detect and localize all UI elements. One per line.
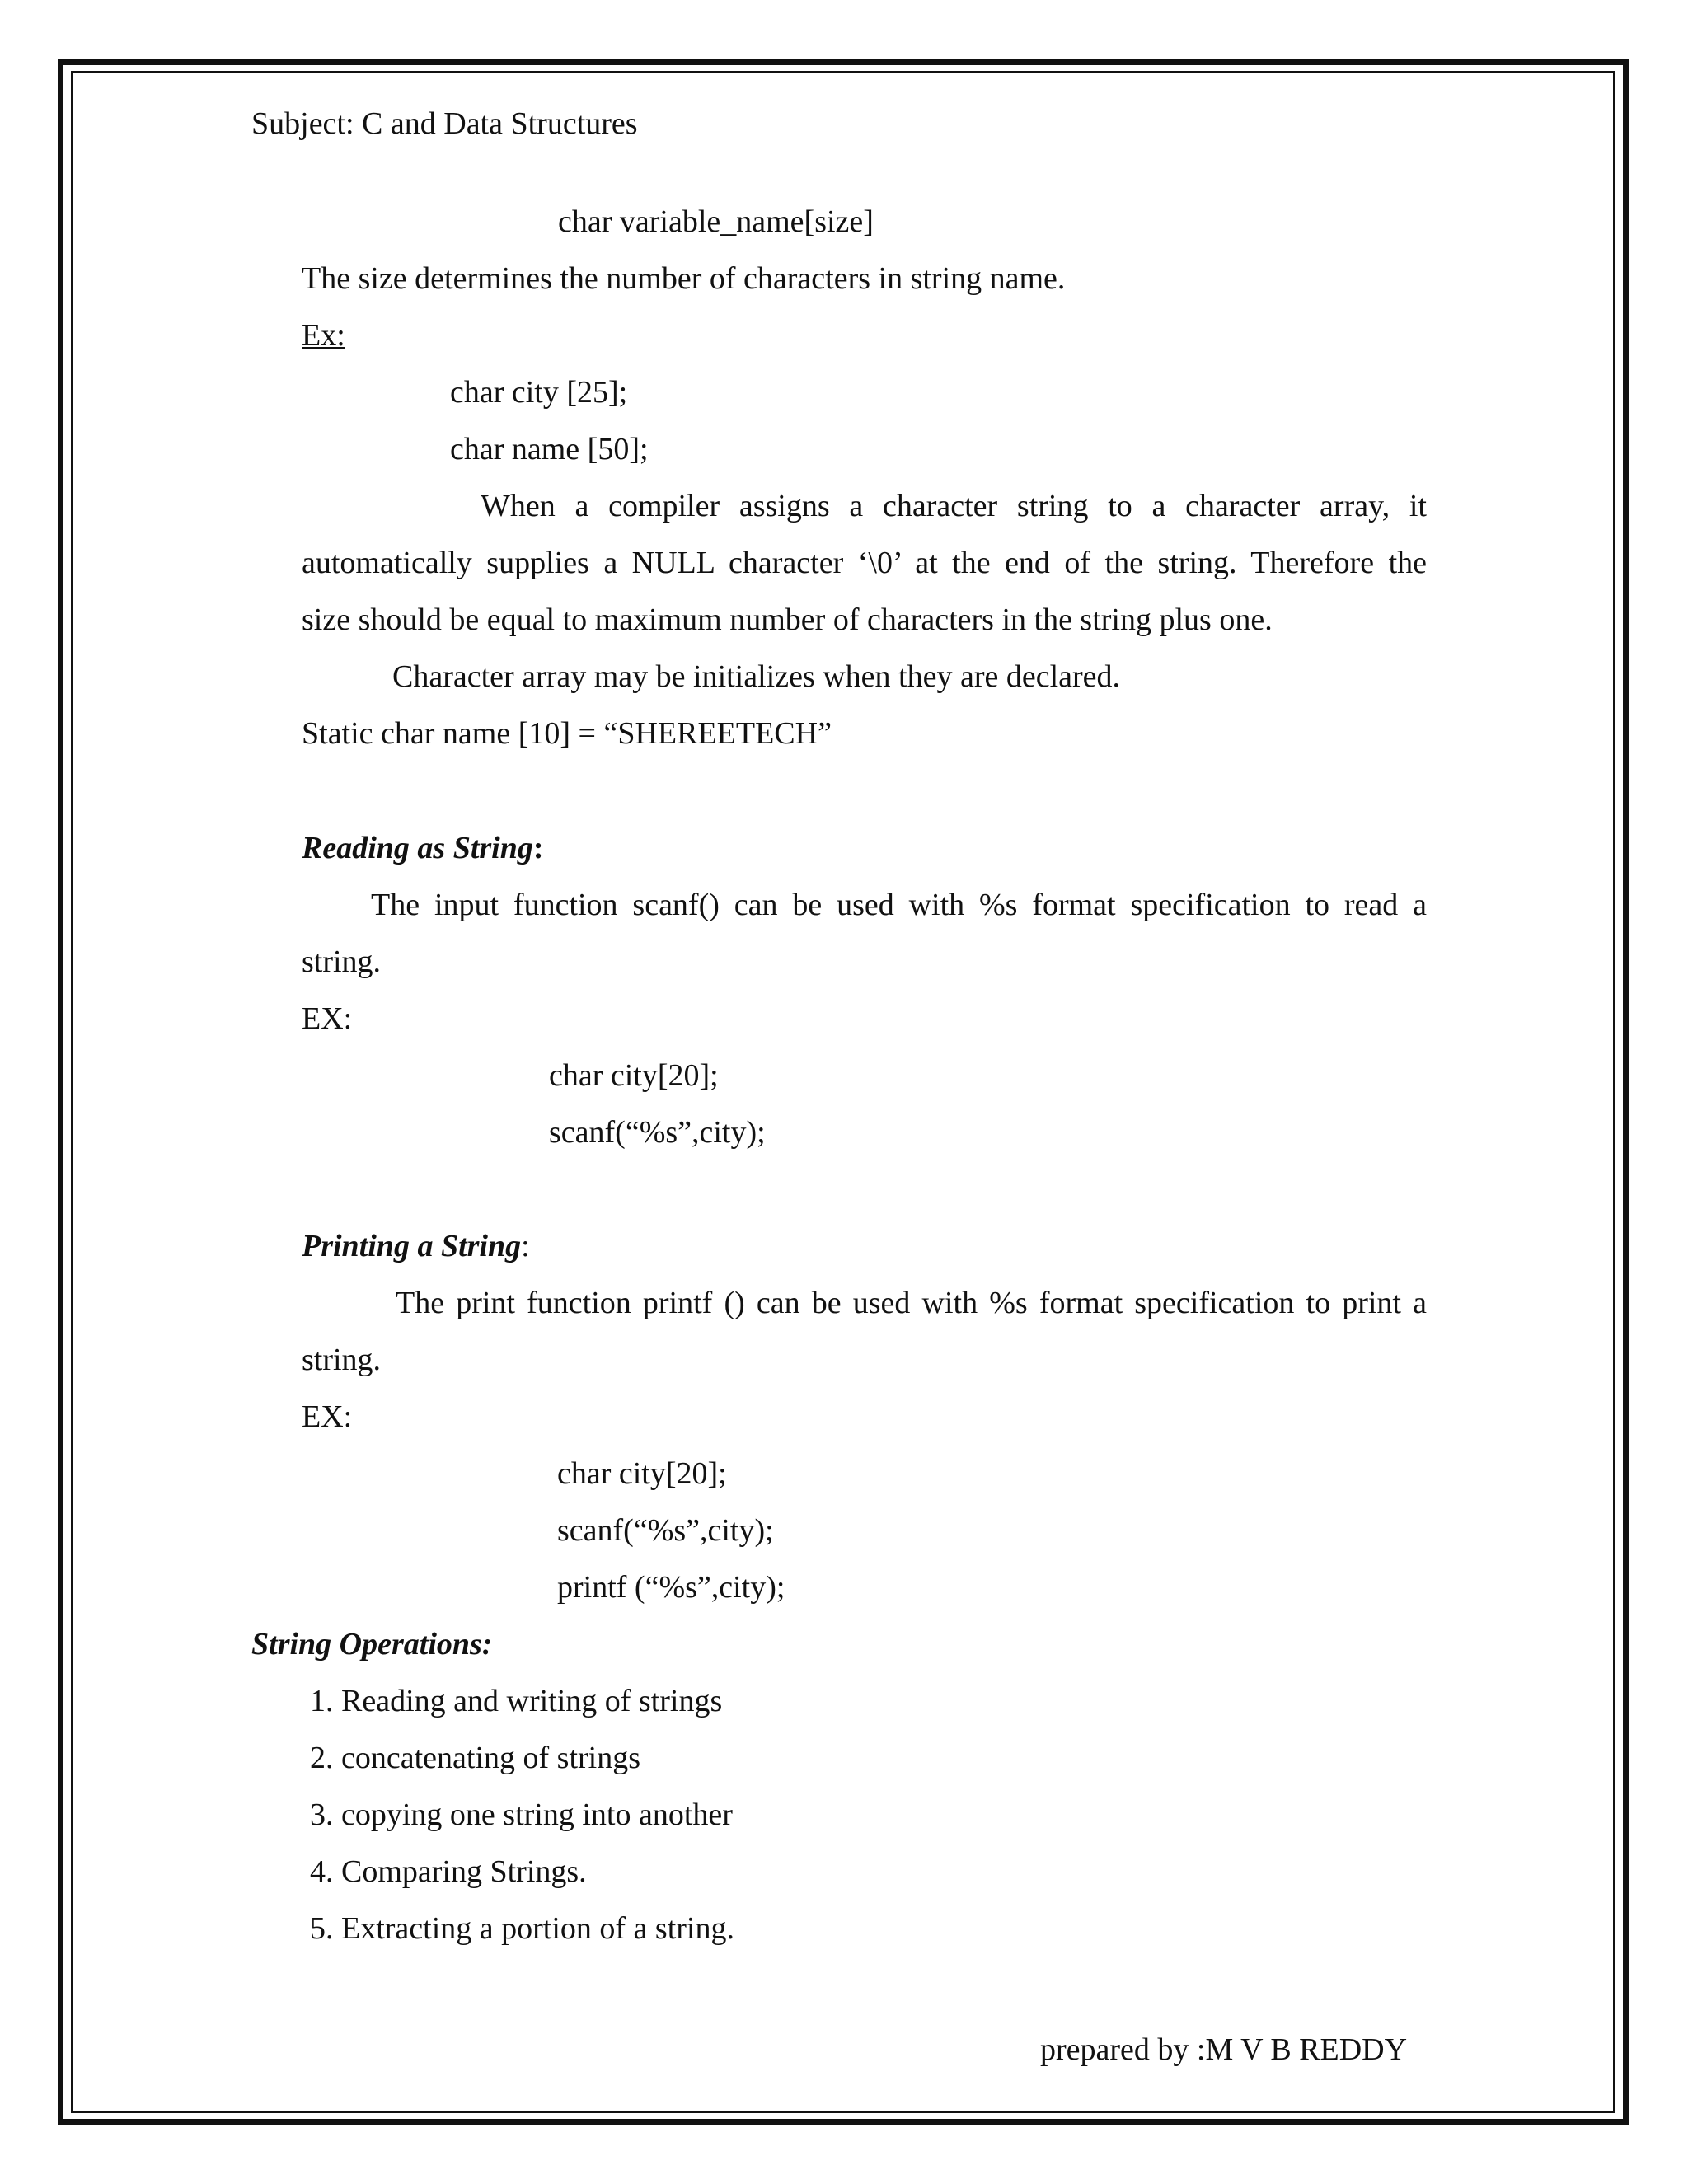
ex-label-3: EX:	[302, 1399, 353, 1434]
operation-item: 3. copying one string into another	[310, 1797, 733, 1832]
printing-line: string.	[302, 1343, 382, 1377]
operation-item: 1. Reading and writing of strings	[310, 1684, 723, 1718]
operation-item: 2. concatenating of strings	[310, 1741, 641, 1775]
reading-heading: Reading as String:	[302, 831, 544, 865]
para-null-line: size should be equal to maximum number of characters in the string plus one.	[302, 602, 1273, 637]
prepared-by-footer: prepared by :M V B REDDY	[1040, 2032, 1408, 2067]
size-note: The size determines the number of characters in string name.	[302, 261, 1066, 296]
ex-label-2: EX:	[302, 1001, 353, 1036]
code-line: printf (“%s”,city);	[557, 1570, 785, 1605]
page-border-inner	[71, 71, 1615, 2113]
code-line: char city [25];	[450, 375, 628, 410]
code-line: char name [50];	[450, 432, 649, 466]
operations-heading: String Operations:	[251, 1627, 493, 1661]
reading-line: The input function scanf() can be used with %s format specification to read a	[371, 888, 1427, 922]
syntax-line: char variable_name[size]	[558, 204, 874, 239]
static-example: Static char name [10] = “SHEREETECH”	[302, 716, 832, 751]
reading-line: string.	[302, 944, 382, 979]
code-line: scanf(“%s”,city);	[549, 1115, 766, 1150]
code-line: scanf(“%s”,city);	[557, 1513, 774, 1548]
operation-item: 5. Extracting a portion of a string.	[310, 1911, 734, 1946]
code-line: char city[20];	[557, 1456, 727, 1491]
code-line: char city[20];	[549, 1058, 719, 1093]
para-null-line: automatically supplies a NULL character ‘\0’ at the end of the string. Therefore the	[302, 546, 1427, 580]
printing-heading: Printing a String:	[302, 1229, 530, 1263]
para-null-line: When a compiler assigns a character string to a character array, it	[481, 489, 1427, 523]
ex-label-1: Ex:	[302, 318, 345, 353]
init-note: Character array may be initializes when they are declared.	[392, 659, 1121, 694]
operation-item: 4. Comparing Strings.	[310, 1854, 587, 1889]
subject-header: Subject: C and Data Structures	[251, 106, 638, 141]
printing-line: The print function printf () can be used with %s format specification to print a	[396, 1286, 1427, 1320]
